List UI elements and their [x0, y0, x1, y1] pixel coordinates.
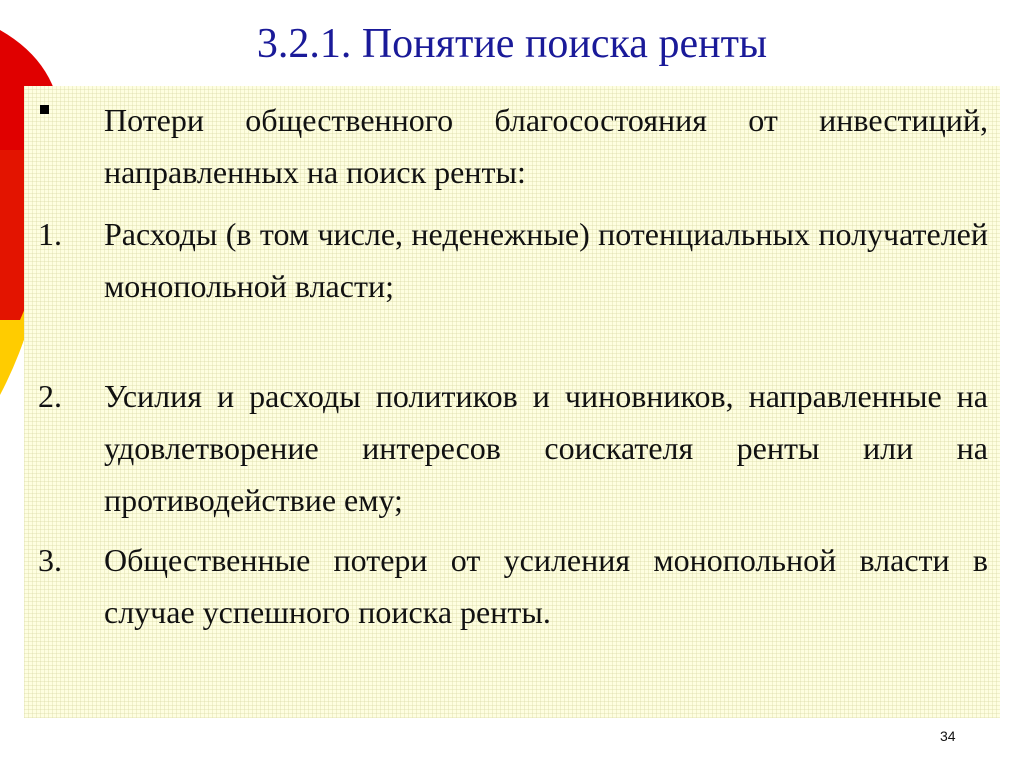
list-item-text: Усилия и расходы политиков и чиновников, направленные на удовлетворение интересов соискателя ренты или на противодействие ему; [104, 378, 988, 518]
list-item-text: Расходы (в том числе, неденежные) потенциальных получателей монопольной власти; [104, 216, 988, 304]
intro-text: Потери общественного благосостояния от инвестиций, направленных на поиск ренты: [104, 102, 988, 190]
list-item-text: Общественные потери от усиления монопольной власти в случае успешного поиска ренты. [104, 542, 988, 630]
bullet-marker [38, 94, 98, 146]
slide-title: 3.2.1. Понятие поиска ренты [256, 21, 768, 67]
list-number: 3. [38, 542, 62, 578]
square-bullet-icon [40, 105, 49, 114]
list-number: 1. [38, 216, 62, 252]
page-number: 34 [940, 728, 956, 744]
list-number: 2. [38, 378, 62, 414]
content-box [24, 86, 1000, 718]
